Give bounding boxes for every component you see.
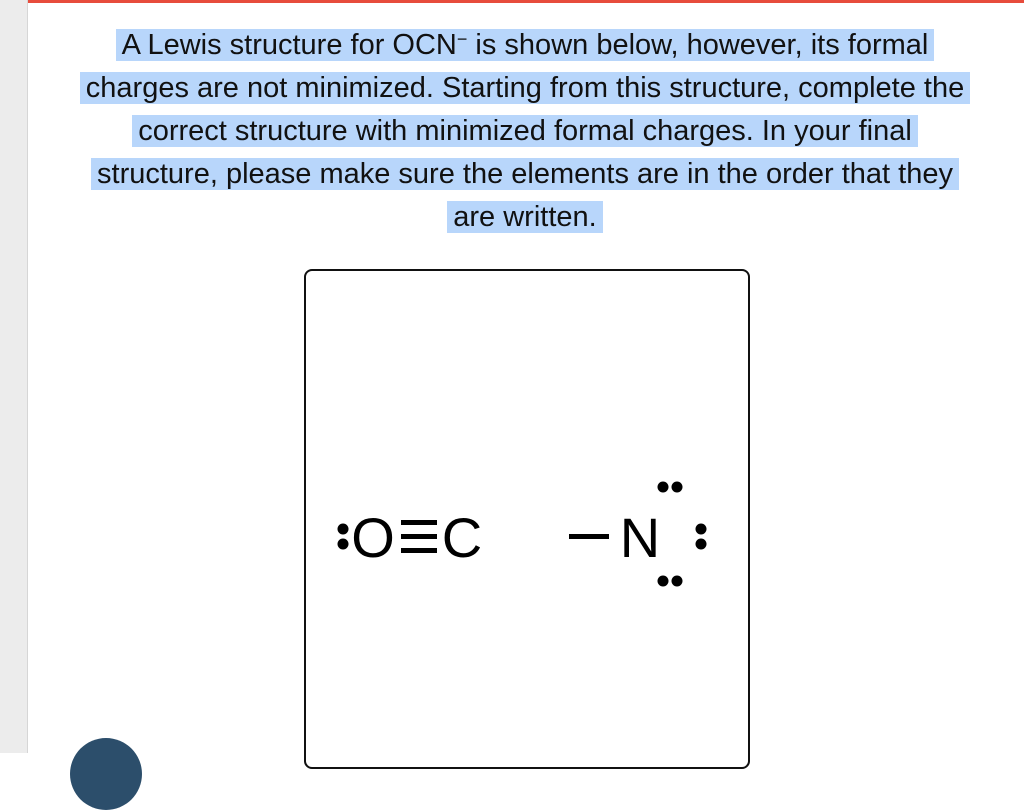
nitrogen-lone-pair-dot [696,539,707,550]
question-line-5: are written. [447,201,602,233]
atom-carbon[interactable]: C [441,506,483,569]
question-line-2: charges are not minimized. Starting from this structure, complete the [80,72,970,104]
triple-bond-o-c[interactable] [401,520,437,553]
lewis-structure-canvas[interactable] [304,269,750,769]
nitrogen-lone-pair-dot [696,524,707,535]
question-line-3: correct structure with minimized formal charges. In your final [132,115,918,147]
nitrogen-lone-pair-dot [658,482,669,493]
question-line-1-end: is shown below, however, its formal [467,28,929,61]
nitrogen-lone-pair-dot [672,482,683,493]
lewis-structure-drawing[interactable] [306,271,752,755]
nitrogen-lone-pair-dot [658,576,669,587]
question-text [40,16,1010,239]
help-button[interactable] [70,738,142,810]
question-line-1-start: A Lewis structure for OCN [121,28,457,61]
nitrogen-lone-pair-dot [672,576,683,587]
question-line-1 [116,29,935,61]
left-gutter [0,0,28,753]
oxygen-lone-pair-dot [338,539,349,550]
ion-charge: − [456,29,468,49]
question-line-4: structure, please make sure the elements are in the order that they [91,158,959,190]
single-bond-c-n[interactable] [569,534,609,539]
atom-nitrogen[interactable]: N [619,506,661,569]
oxygen-lone-pair-dot [338,524,349,535]
atom-oxygen[interactable]: O [351,506,395,569]
left-gutter-divider [27,0,28,753]
top-accent-bar [28,0,1024,3]
